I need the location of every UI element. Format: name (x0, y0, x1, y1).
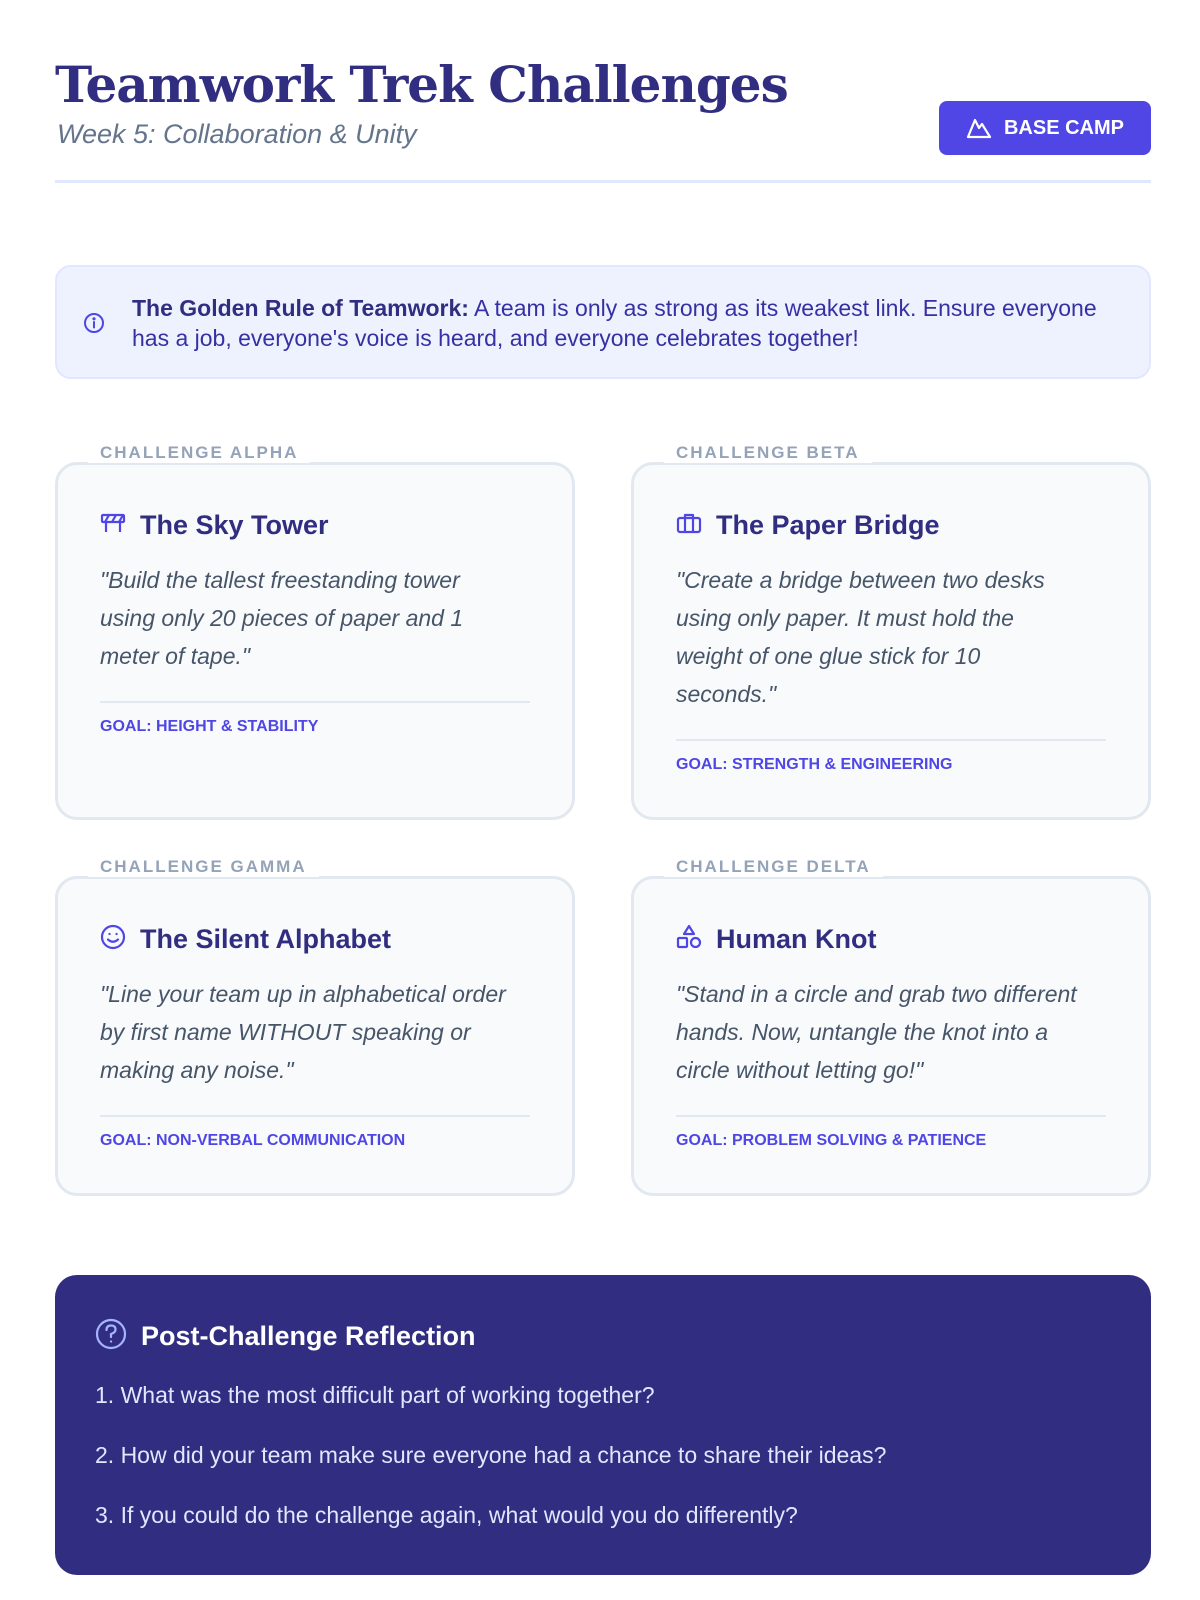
challenge-description: "Stand in a circle and grab two different hands. Now, untangle the knot into a circle without letting go!" (676, 981, 1077, 1083)
reflection-head (95, 1318, 476, 1355)
base-camp-label: BASE CAMP (1003, 116, 1124, 139)
challenge-title: The Sky Tower (140, 510, 329, 540)
reflection-panel (55, 1275, 1151, 1575)
challenge-head (100, 510, 329, 541)
callout-body: A team is only as strong as its weakest link. Ensure everyone has a job, everyone's voice is heard, and everyone celebrates together! (132, 295, 1097, 351)
tower-icon (100, 511, 126, 540)
challenge-divider (676, 739, 1106, 741)
challenge-description: "Line your team up in alphabetical order by first name WITHOUT speaking or making any noise." (100, 981, 506, 1083)
challenge-label: CHALLENGE DELTA (664, 857, 883, 877)
reflection-questions (95, 1380, 886, 1560)
challenge-card-beta (631, 443, 1151, 820)
mountain-icon (966, 116, 992, 140)
challenge-divider (100, 701, 530, 703)
reflection-title: Post-Challenge Reflection (141, 1321, 476, 1351)
challenge-head (676, 510, 940, 541)
info-icon (83, 312, 105, 339)
challenge-description: "Create a bridge between two desks using only paper. It must hold the weight of one glue stick for 10 seconds." (676, 567, 1045, 707)
challenge-title: Human Knot (716, 924, 877, 954)
challenge-card-alpha (55, 443, 575, 820)
shapes-icon (676, 924, 702, 955)
page-header (55, 55, 1151, 183)
challenge-goal: GOAL: HEIGHT & STABILITY (100, 718, 319, 735)
challenge-title: The Silent Alphabet (140, 924, 392, 954)
challenge-card-gamma (55, 857, 575, 1196)
challenge-label: CHALLENGE BETA (664, 443, 872, 463)
challenge-goal: GOAL: NON-VERBAL COMMUNICATION (100, 1132, 406, 1149)
challenge-label: CHALLENGE GAMMA (88, 857, 319, 877)
golden-rule-callout (55, 265, 1151, 379)
reflection-question: 1. What was the most difficult part of working together? (95, 1382, 655, 1408)
base-camp-button[interactable] (939, 101, 1151, 155)
challenge-divider (676, 1115, 1106, 1117)
briefcase-icon (676, 511, 702, 540)
smile-icon (100, 924, 126, 955)
challenge-goal: GOAL: PROBLEM SOLVING & PATIENCE (676, 1132, 987, 1149)
challenge-goal: GOAL: STRENGTH & ENGINEERING (676, 756, 953, 773)
reflection-question: 3. If you could do the challenge again, what would you do differently? (95, 1502, 798, 1528)
challenge-head (100, 924, 391, 955)
challenge-title: The Paper Bridge (716, 510, 940, 540)
challenge-head (676, 924, 876, 955)
challenge-description: "Build the tallest freestanding tower using only 20 pieces of paper and 1 meter of tape." (100, 567, 464, 669)
challenge-card-delta (631, 857, 1151, 1196)
callout-bold: The Golden Rule of Teamwork: (132, 295, 469, 321)
help-circle-icon (95, 1318, 127, 1355)
reflection-question: 2. How did your team make sure everyone had a chance to share their ideas? (95, 1442, 887, 1468)
page-title: Teamwork Trek Challenges (55, 55, 788, 114)
challenge-label: CHALLENGE ALPHA (88, 443, 310, 463)
challenge-divider (100, 1115, 530, 1117)
callout-text (132, 293, 1122, 353)
page-subtitle: Week 5: Collaboration & Unity (57, 119, 417, 149)
